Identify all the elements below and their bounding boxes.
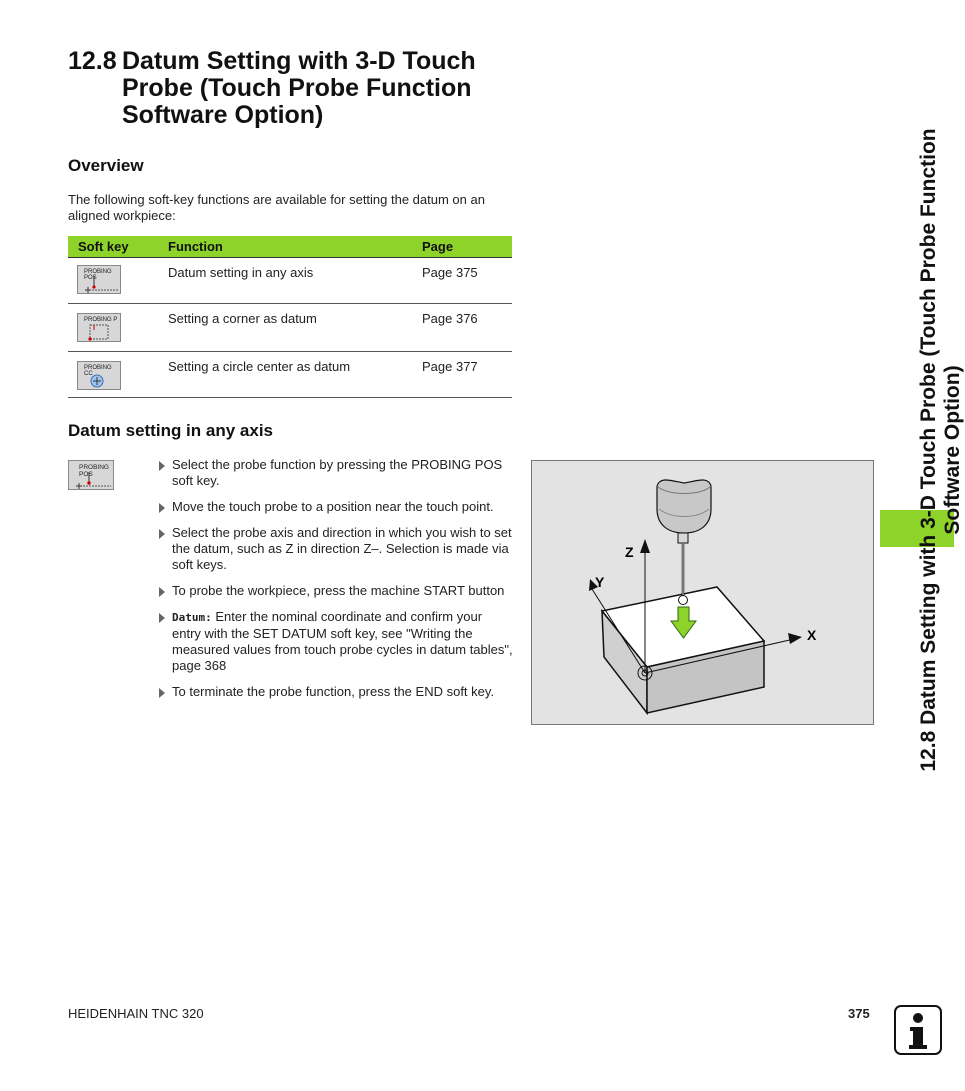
softkey-label: PROBING POS (79, 464, 109, 478)
table-row (68, 304, 512, 352)
softkey-table (68, 236, 512, 398)
probe-illustration (531, 460, 874, 725)
workpiece-probe-drawing (532, 461, 873, 724)
table-row (68, 352, 512, 398)
header-softkey: Soft key (78, 239, 129, 254)
probing-corner-softkey[interactable] (77, 313, 121, 342)
axis-x-label: X (807, 627, 817, 643)
list-item: Datum: Enter the nominal coordinate and confirm your entry with the SET DATUM soft key, see "Writing the measured values from touch probe cycles in datum tables", page 368 (158, 609, 514, 674)
softkey-label: PROBING P (84, 317, 118, 323)
probing-circle-softkey[interactable] (77, 361, 121, 390)
datum-code: Datum: (172, 611, 212, 624)
list-item: Select the probe function by pressing the PROBING POS soft key. (158, 457, 514, 489)
datum-any-axis-heading: Datum setting in any axis (68, 421, 273, 440)
table-row (68, 258, 512, 304)
row-page: Page 376 (422, 311, 478, 326)
arrow-icon (159, 461, 165, 471)
section-number: 12.8 (68, 47, 117, 75)
axis-z-label: Z (625, 544, 634, 560)
section-title: Datum Setting with 3-D Touch Probe (Touch Probe Function Software Option) (122, 47, 476, 129)
row-function: Setting a circle center as datum (168, 359, 351, 374)
list-item: To terminate the probe function, press the END soft key. (158, 684, 514, 700)
overview-heading: Overview (68, 156, 144, 175)
header-function: Function (168, 239, 223, 254)
chapter-sidebar: 12.8 Datum Setting with 3-D Touch Probe (Touch Probe Function Software Option) (880, 0, 954, 1000)
softkey-label: PROBING CC (84, 365, 112, 377)
arrow-icon (159, 503, 165, 513)
page-number: 375 (848, 1006, 870, 1021)
step-list (158, 457, 514, 710)
arrow-icon (159, 587, 165, 597)
overview-intro: The following soft-key functions are available for setting the datum on an aligned workpiece: (68, 192, 485, 223)
axis-y-label: Y (595, 574, 605, 590)
softkey-label: PROBING POS (84, 269, 112, 281)
row-page: Page 375 (422, 265, 478, 280)
arrow-icon (159, 613, 165, 623)
footer-brand: HEIDENHAIN TNC 320 (68, 1006, 204, 1021)
list-item: Select the probe axis and direction in which you wish to set the datum, such as Z in direction Z–. Selection is made via soft keys. (158, 525, 514, 573)
row-function: Setting a corner as datum (168, 311, 317, 326)
probing-pos-softkey[interactable] (68, 460, 114, 490)
arrow-icon (159, 688, 165, 698)
list-item: To probe the workpiece, press the machine START button (158, 583, 514, 599)
arrow-icon (159, 529, 165, 539)
table-header (68, 236, 512, 258)
row-page: Page 377 (422, 359, 478, 374)
info-icon (894, 1005, 942, 1055)
list-item: Move the touch probe to a position near the touch point. (158, 499, 514, 515)
row-function: Datum setting in any axis (168, 265, 314, 280)
probing-pos-softkey[interactable] (77, 265, 121, 294)
header-page: Page (422, 239, 454, 254)
